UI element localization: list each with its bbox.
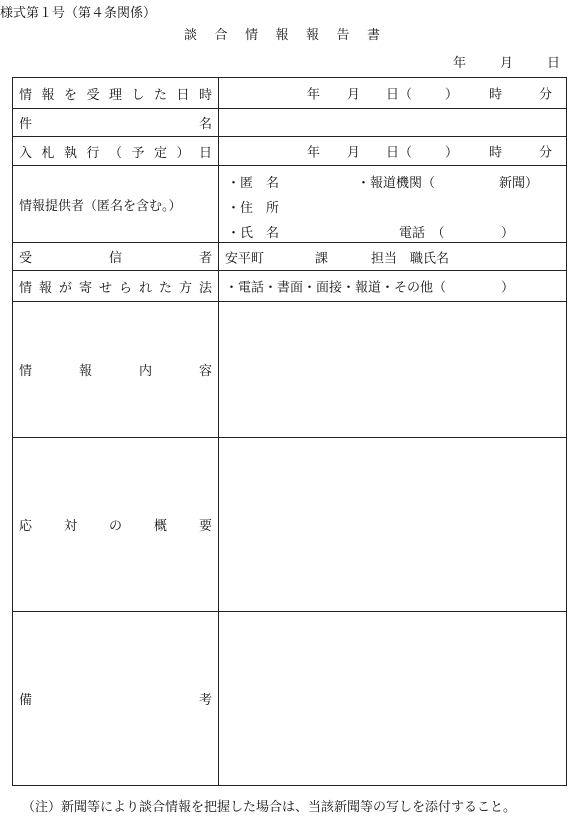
- remarks-label: [13, 612, 219, 786]
- report-form-table: [12, 77, 567, 786]
- provider-newspaper: 新聞）: [499, 176, 539, 191]
- provider-press: ・報道機関（: [357, 176, 436, 191]
- received-day: 日（: [386, 87, 413, 103]
- row-content: [13, 302, 567, 438]
- row-subject: [13, 109, 567, 137]
- provider-field[interactable]: [219, 166, 567, 243]
- provider-phone-close: ）: [501, 226, 515, 241]
- row-method: [13, 271, 567, 302]
- bid-minute: 分: [539, 145, 553, 161]
- provider-anonymous: ・匿 名: [227, 176, 280, 191]
- row-provider: [13, 166, 567, 243]
- bid-year: 年: [307, 145, 321, 161]
- receiver-label-left: 受: [19, 251, 33, 266]
- content-field[interactable]: [219, 302, 567, 438]
- row-remarks: [13, 612, 567, 786]
- subject-label: [13, 109, 219, 137]
- report-date-year: 年: [452, 56, 466, 71]
- receiver-in-charge: 担当 職氏名: [371, 251, 450, 266]
- provider-phone: 電話 （: [399, 226, 445, 241]
- receiver-section: 課: [315, 251, 329, 266]
- received-datetime-label: 情報を受理した日時: [13, 78, 219, 109]
- bid-date-label: 入札執行（予定）日: [13, 137, 219, 166]
- report-date: [453, 52, 560, 71]
- provider-label: 情報提供者（匿名を含む。）: [13, 166, 219, 243]
- content-label: 情報内容: [13, 302, 219, 438]
- row-receiver: [13, 243, 567, 271]
- received-minute: 分: [539, 87, 553, 103]
- provider-address: ・住 所: [227, 201, 280, 216]
- row-received-datetime: [13, 78, 567, 109]
- response-label: 応対の概要: [13, 438, 219, 612]
- method-close: ）: [501, 280, 515, 296]
- subject-label-left: 件: [19, 117, 33, 132]
- method-field[interactable]: [219, 271, 567, 302]
- remarks-label-left: 備: [19, 693, 33, 708]
- document-title: 談合情報報告書: [184, 28, 398, 43]
- receiver-town: 安平町: [225, 251, 265, 266]
- subject-field[interactable]: [219, 109, 567, 137]
- received-year: 年: [307, 87, 321, 103]
- bid-date-field[interactable]: [219, 137, 567, 166]
- received-hour: 時: [489, 87, 503, 103]
- row-bid-date: [13, 137, 567, 166]
- bid-hour: 時: [489, 145, 503, 161]
- report-date-day: 日: [546, 56, 560, 71]
- receiver-label: [13, 243, 219, 271]
- remarks-label-right: 考: [198, 693, 212, 708]
- receiver-label-mid: 信: [108, 251, 122, 266]
- received-datetime-field[interactable]: [219, 78, 567, 109]
- method-label: 情報が寄せられた方法: [13, 271, 219, 302]
- bid-day: 日（: [386, 145, 413, 161]
- receiver-field[interactable]: [219, 243, 567, 271]
- bid-paren-close: ）: [445, 145, 459, 161]
- received-paren-close: ）: [445, 87, 459, 103]
- receiver-label-right: 者: [198, 251, 212, 266]
- received-month: 月: [347, 87, 361, 103]
- row-response: [13, 438, 567, 612]
- provider-name: ・氏 名: [227, 226, 280, 241]
- method-options: ・電話・書面・面接・報道・その他（: [225, 280, 447, 296]
- footnote: （注）新聞等により談合情報を把握した場合は、当該新聞等の写しを添付すること。: [22, 800, 517, 815]
- report-date-month: 月: [499, 56, 513, 71]
- subject-label-right: 名: [198, 117, 212, 132]
- remarks-field[interactable]: [219, 612, 567, 786]
- form-number-label: 様式第１号（第４条関係）: [0, 6, 157, 21]
- response-field[interactable]: [219, 438, 567, 612]
- bid-month: 月: [347, 145, 361, 161]
